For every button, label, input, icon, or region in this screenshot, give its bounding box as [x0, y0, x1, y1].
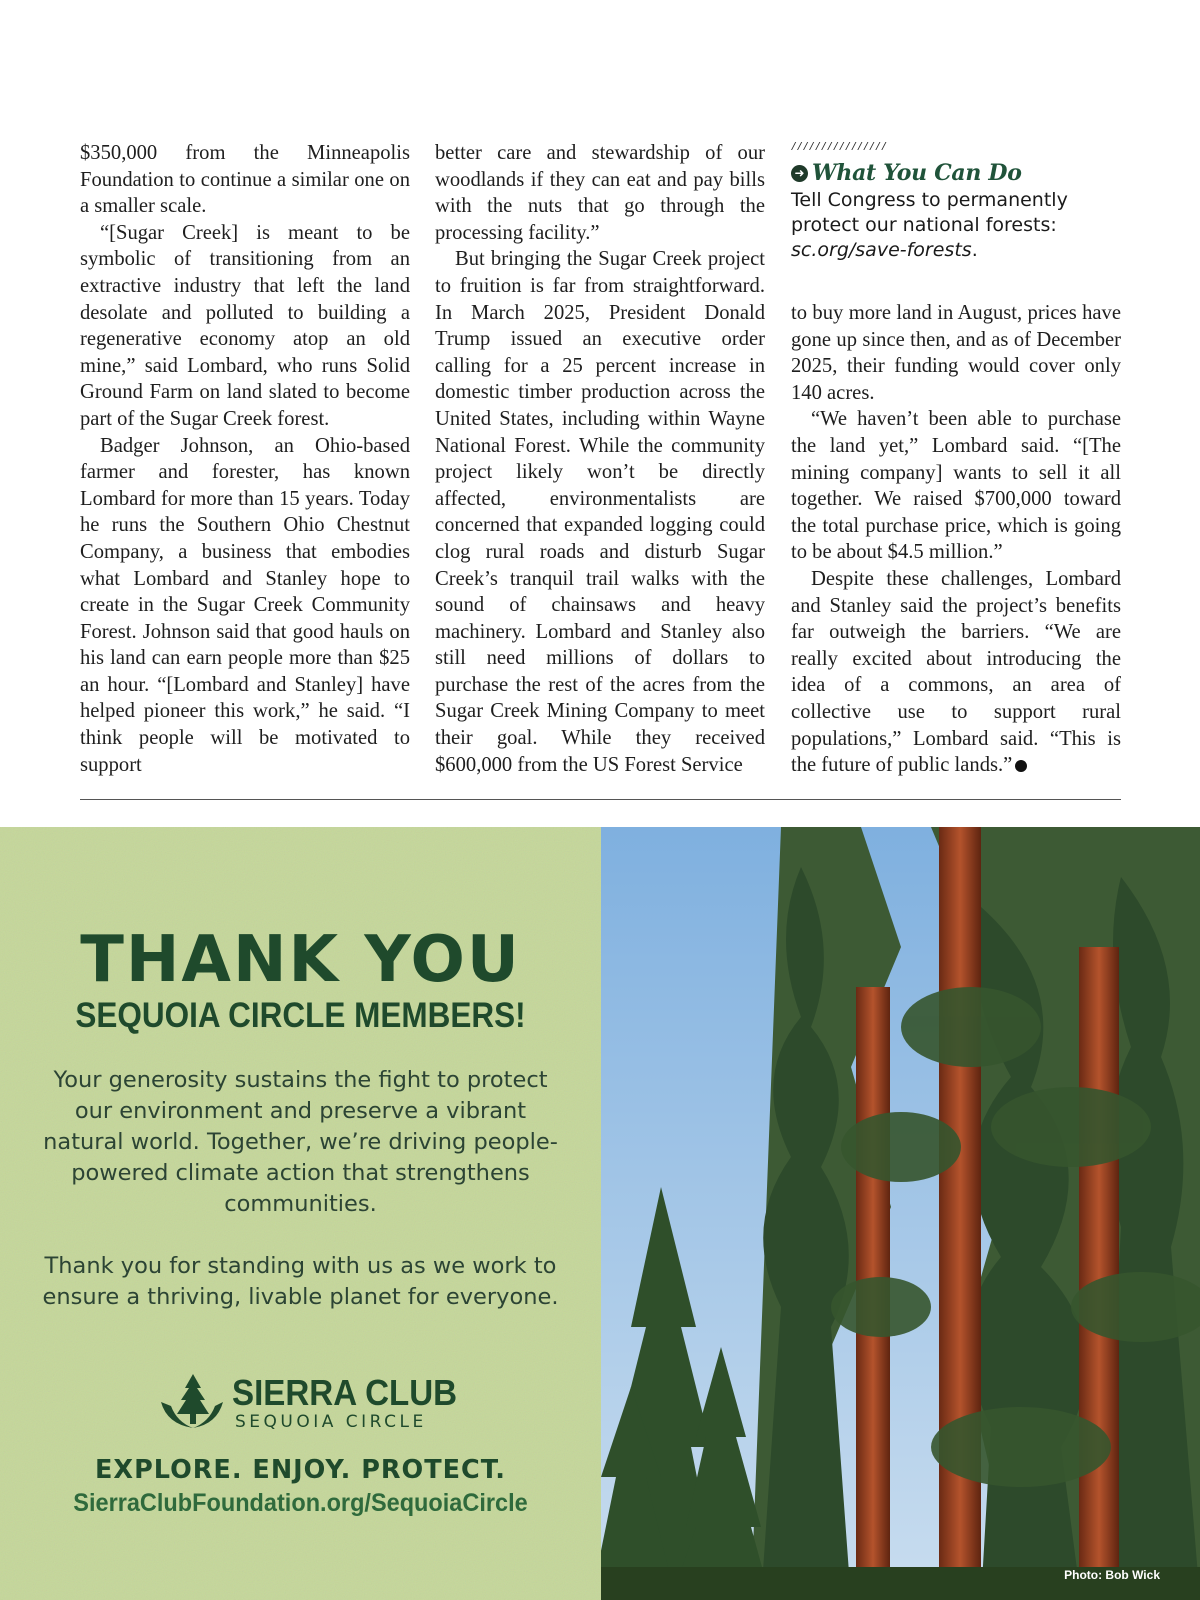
arrow-circle-icon: ➜	[791, 165, 808, 182]
sidebar-body	[791, 188, 1121, 263]
article-paragraph: better care and stewardship of our woodlands if they can eat and pay bills with the nuts that go through the processing facility.”	[435, 142, 765, 244]
ad-paragraph-1: Your generosity sustains the fight to protect our environment and preserve a vibrant natural world. Together, we’re driving people-powered climate action that strengthens communities.	[43, 1067, 558, 1217]
save-forests-link[interactable]: sc.org/save-forests	[791, 239, 972, 261]
article-paragraph: “[Sugar Creek] is meant to be symbolic of transitioning from an extractive industry that left the land desolate and polluted to building a regenerative economy atop an old mine,” said Lombard, who runs Solid Ground Farm on land slated to become part of the Sugar Creek forest.	[80, 221, 410, 430]
ad-headline: THANK YOU	[80, 923, 521, 997]
logo-subtitle: SEQUOIA CIRCLE	[235, 1412, 427, 1432]
article-paragraph: to buy more land in August, prices have gone up since then, and as of December 2025, their funding would cover only 140 acres.	[791, 302, 1121, 404]
ad-url[interactable]: SierraClubFoundation.org/SequoiaCircle	[73, 1489, 528, 1517]
end-mark-icon	[1015, 760, 1027, 772]
article-paragraph: Badger Johnson, an Ohio-based farmer and forester, has known Lombard for more than 15 years. Today he runs the Southern Ohio Chestnut Company, a business that embodies what Lombard and Stanley hope to create in the Sugar Creek Community Forest. Johnson said that good hauls on his land can earn people more than $25 an hour. “[Lombard and Stanley] have helped pioneer this work,” he said. “I think people will be motivated to support	[80, 434, 410, 776]
article-column-3	[791, 300, 1121, 779]
forest-illustration	[601, 827, 1200, 1600]
sidebar-text: Tell Congress to permanently protect our national forests:	[791, 189, 1068, 236]
ad-paragraph-2: Thank you for standing with us as we work to ensure a thriving, livable planet for everyone.	[42, 1253, 559, 1310]
article-paragraph: “We haven’t been able to purchase the land yet,” Lombard said. “[The mining company] wants to sell it all together. We raised $700,000 toward the total purchase price, which is going to be about $4.5 million.”	[791, 408, 1121, 564]
section-divider	[80, 799, 1121, 800]
sequoia-photo	[601, 827, 1200, 1600]
sidebar-title: What You Can Do	[812, 160, 1022, 186]
what-you-can-do-box	[791, 140, 1121, 263]
article-column-1	[80, 140, 410, 778]
sequoia-tree-icon	[157, 1372, 227, 1432]
sierra-club-logo	[157, 1372, 457, 1432]
decorative-slashes: ////////////////	[791, 141, 888, 152]
article-paragraph-final	[791, 566, 1121, 779]
logo-wordmark: SIERRA CLUB	[232, 1372, 458, 1413]
article-paragraph: $350,000 from the Minneapolis Foundation to continue a similar one on a smaller scale.	[80, 142, 410, 218]
photo-credit: Photo: Bob Wick	[1064, 1568, 1160, 1582]
article-paragraph-text: Despite these challenges, Lombard and Stanley said the project’s benefits far outweigh the barriers. “We are really excited about introducing the idea of a commons, an area of collective use to support rural populations,” Lombard said. “This is the future of public lands.”	[791, 567, 1121, 777]
sidebar-tail: .	[971, 239, 978, 261]
article-column-2	[435, 140, 765, 778]
ad-subheadline: SEQUOIA CIRCLE MEMBERS!	[75, 996, 526, 1035]
article-paragraph: But bringing the Sugar Creek project to fruition is far from straightforward. In March 2025, President Donald Trump issued an executive order calling for a 25 percent increase in domestic timber production across the United States, including within Wayne National Forest. While the community project likely won’t be directly affected, environmentalists are concerned that expanded logging could clog rural roads and disturb Sugar Creek’s tranquil trail walks with the sound of chainsaws and heavy machinery. Lombard and Stanley also still need millions of dollars to purchase the rest of the acres from the Sugar Creek Mining Company to meet their goal. While they received $600,000 from the US Forest Service	[435, 248, 765, 776]
sidebar-heading	[791, 160, 1121, 186]
ad-motto: EXPLORE. ENJOY. PROTECT.	[95, 1455, 506, 1485]
